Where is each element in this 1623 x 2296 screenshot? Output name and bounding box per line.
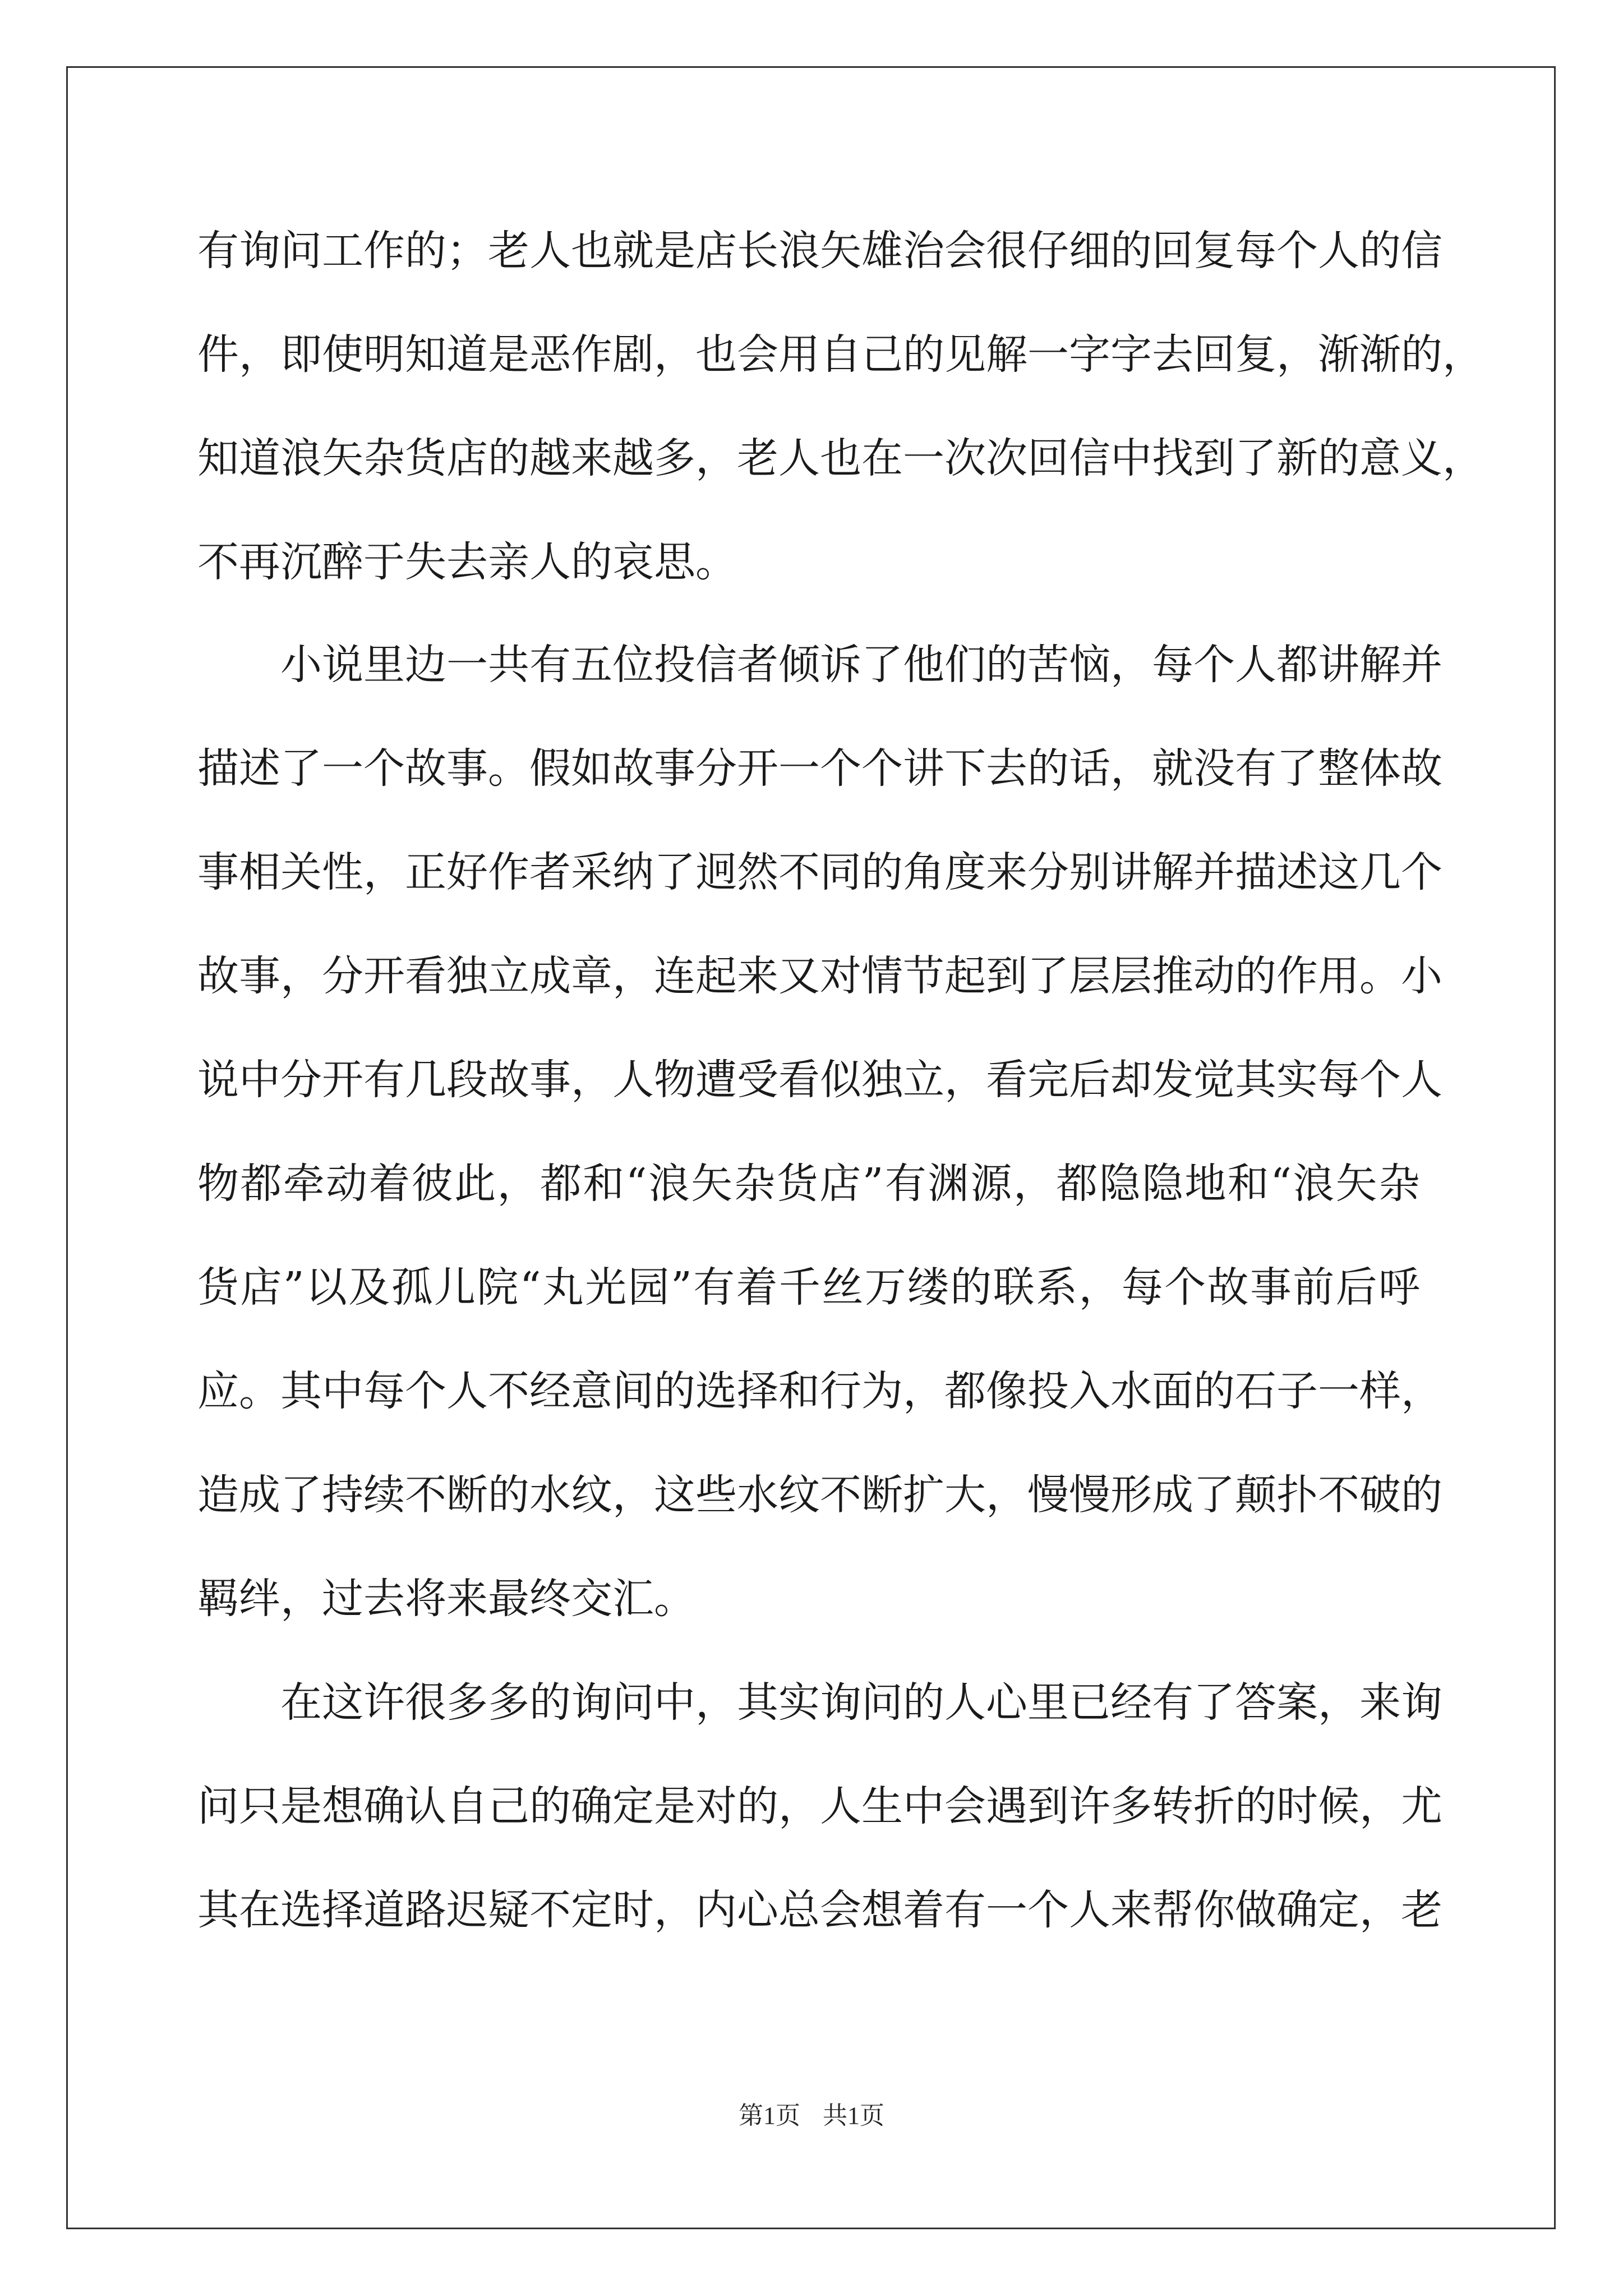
text-line: 事相关性，正好作者采纳了迥然不同的角度来分别讲解并描述这几个 (197, 848, 1442, 896)
text-line: 故事，分开看独立成章，连起来又对情节起到了层层推动的作用。小 (197, 952, 1442, 1000)
text-line: 说中分开有几段故事，人物遭受看似独立，看完后却发觉其实每个人 (197, 1056, 1442, 1104)
text-line: 知道浪矢杂货店的越来越多，老人也在一次次回信中找到了新的意义， (197, 434, 1484, 482)
text-line: 问只是想确认自己的确定是对的，人生中会遇到许多转折的时候，尤 (197, 1782, 1442, 1830)
text-line: 造成了持续不断的水纹，这些水纹不断扩大，慢慢形成了颠扑不破的 (197, 1471, 1442, 1519)
text-line: 应。其中每个人不经意间的选择和行为，都像投入水面的石子一样， (197, 1367, 1442, 1415)
text-line: 其在选择道路迟疑不定时，内心总会想着有一个人来帮你做确定，老 (197, 1886, 1442, 1934)
text-line: 小说里边一共有五位投信者倾诉了他们的苦恼，每个人都讲解并 (197, 641, 1442, 689)
page-total: 共1页 (823, 2102, 884, 2129)
text-line: 不再沉醉于失去亲人的哀思。 (197, 538, 737, 586)
page-number: 第1页 (739, 2102, 800, 2129)
text-line: 羁绊，过去将来最终交汇。 (197, 1575, 695, 1623)
text-line: 在这许很多多的询问中，其实询问的人心里已经有了答案，来询 (197, 1678, 1442, 1727)
text-line: 货店”以及孤儿院“丸光园”有着千丝万缕的联系，每个故事前后呼 (197, 1263, 1420, 1312)
page-footer (0, 2099, 1623, 2133)
text-line: 物都牵动着彼此，都和“浪矢杂货店”有渊源，都隐隐地和“浪矢杂 (197, 1159, 1420, 1208)
text-line: 件，即使明知道是恶作剧，也会用自己的见解一字字去回复，渐渐的， (197, 330, 1484, 379)
text-line: 描述了一个故事。假如故事分开一个个讲下去的话，就没有了整体故 (197, 744, 1442, 793)
text-line: 有询问工作的；老人也就是店长浪矢雄治会很仔细的回复每个人的信 (197, 227, 1442, 275)
